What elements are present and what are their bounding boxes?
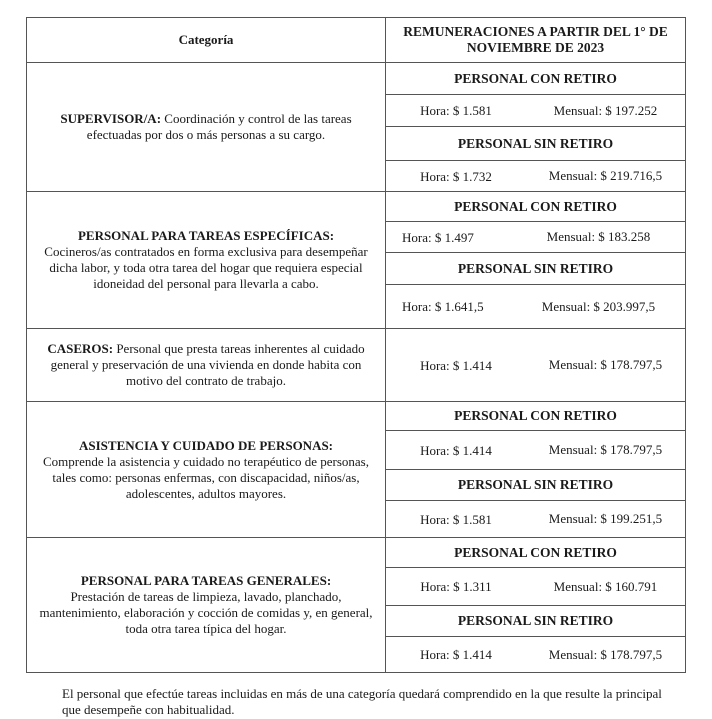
table-row [27, 62, 685, 191]
monthly-rate: Mensual: $ 219.716,5 [548, 168, 663, 183]
header-categoria: Categoría [27, 18, 386, 62]
monthly-rate: Mensual: $ 178.797,5 [548, 357, 663, 372]
monthly-rate: Mensual: $ 203.997,5 [541, 298, 656, 314]
monthly-rate: Mensual: $ 199.251,5 [548, 511, 663, 526]
category-title: PERSONAL PARA TAREAS ESPECÍFICAS: [77, 228, 335, 243]
category-description: Comprende la asistencia y cuidado no terapéutico de personas, tales como: personas enfermas, con discapacidad, niños/as, adolescentes, adultos mayores. [43, 453, 369, 501]
pay-row [386, 567, 685, 605]
monthly-rate: Mensual: $ 178.797,5 [548, 646, 663, 662]
category-cell [27, 63, 386, 191]
pay-cell [386, 402, 685, 537]
personal-type-header: PERSONAL SIN RETIRO [386, 252, 685, 284]
hourly-rate: Hora: $ 1.732 [420, 168, 492, 184]
hourly-rate: Hora: $ 1.497 [402, 229, 474, 245]
category-cell [27, 329, 386, 401]
category-cell [27, 192, 386, 328]
hourly-rate: Hora: $ 1.414 [420, 647, 492, 662]
monthly-rate: Mensual: $ 178.797,5 [548, 442, 663, 457]
category-description: Coordinación y control de las tareas efectuadas por dos o más personas a su cargo. [86, 111, 352, 142]
pay-cell [386, 63, 685, 191]
personal-type-header: PERSONAL SIN RETIRO [386, 605, 685, 636]
pay-row [386, 329, 685, 401]
pay-row [386, 636, 685, 672]
category-title: ASISTENCIA Y CUIDADO DE PERSONAS: [78, 437, 334, 453]
hourly-rate: Hora: $ 1.311 [420, 579, 492, 594]
hourly-rate: Hora: $ 1.414 [420, 357, 492, 373]
personal-type-header: PERSONAL SIN RETIRO [386, 126, 685, 160]
hourly-rate: Hora: $ 1.641,5 [402, 299, 484, 314]
category-description: Personal que presta tareas inherentes al cuidado general y preservación de una vivienda en donde habita con motivo del contrato de trabajo. [50, 341, 365, 388]
header-remuneraciones: REMUNERACIONES A PARTIR DEL 1° DE NOVIEMBRE DE 2023 [403, 24, 668, 55]
category-description: Cocineros/as contratados en forma exclusiva para desempeñar dicha labor, y toda otra tarea del hogar que requiera especial idoneidad del personal para llevarla a cabo. [44, 244, 368, 291]
pay-cell [386, 538, 685, 672]
table-row [27, 191, 685, 328]
category-title: PERSONAL PARA TAREAS GENERALES: [80, 573, 332, 588]
table-row [27, 537, 685, 672]
pay-row [386, 500, 685, 537]
category-cell [27, 538, 386, 672]
personal-type-header: PERSONAL CON RETIRO [454, 408, 617, 423]
footnote: El personal que efectúe tareas incluidas en más de una categoría quedará comprendido en la que resulte la principal que desempeñe con habitualidad. [62, 686, 662, 717]
hourly-rate: Hora: $ 1.414 [420, 442, 492, 458]
monthly-rate: Mensual: $ 197.252 [553, 102, 658, 118]
remuneraciones-table [26, 17, 686, 673]
personal-type-header: PERSONAL CON RETIRO [454, 70, 617, 86]
pay-cell [386, 329, 685, 401]
pay-row [386, 221, 685, 252]
table-row [27, 401, 685, 537]
table-row [27, 328, 685, 401]
table-header-row [27, 18, 685, 62]
monthly-rate: Mensual: $ 183.258 [546, 229, 651, 244]
monthly-rate: Mensual: $ 160.791 [553, 578, 658, 594]
category-cell [27, 402, 386, 537]
hourly-rate: Hora: $ 1.581 [420, 511, 492, 527]
pay-row [386, 284, 685, 328]
pay-row [386, 94, 685, 126]
category-title: CASEROS: [47, 341, 114, 356]
pay-cell [386, 192, 685, 328]
pay-row [386, 430, 685, 469]
category-description: Prestación de tareas de limpieza, lavado, planchado, mantenimiento, elaboración y cocción de comidas y, en general, toda otra tarea típica del hogar. [39, 589, 373, 636]
personal-type-header: PERSONAL SIN RETIRO [386, 469, 685, 500]
category-title: SUPERVISOR/A: [60, 111, 162, 126]
personal-type-header: PERSONAL CON RETIRO [454, 198, 617, 214]
hourly-rate: Hora: $ 1.581 [420, 103, 492, 118]
pay-row [386, 160, 685, 191]
personal-type-header: PERSONAL CON RETIRO [454, 544, 617, 560]
